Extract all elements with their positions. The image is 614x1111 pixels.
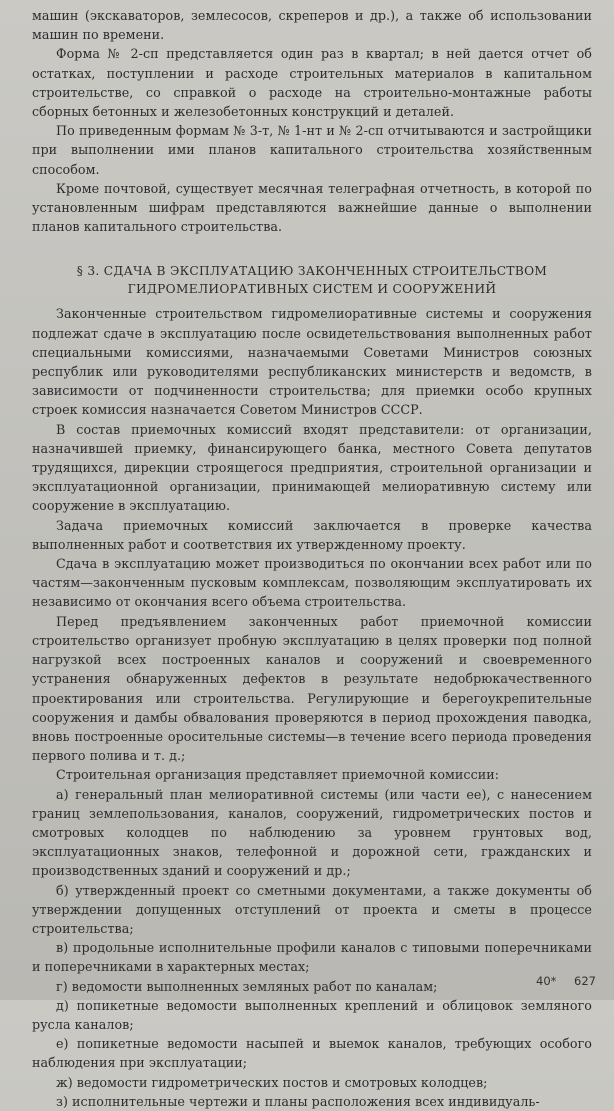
list-item: ж) ведомости гидрометрических постов и смотровых колодцев;	[56, 1074, 488, 1090]
list-item: а) генеральный план мелиоративной системы (или части ее), с нанесением границ землепользования, каналов, сооружений, гидрометрических постов и смотровых колодцев по наблюдению за уровнем грунтовых вод, эксплуатационных знаков, телефонной и дорожной сети, гражданских и производственных зданий и сооружений и др.;	[32, 786, 592, 879]
list-item: е) попикетные ведомости насыпей и выемок каналов, требующих особого наблюдения при эксплуатации;	[32, 1036, 592, 1071]
text-paragraph: Перед предъявлением законченных работ приемочной комиссии строительство организует пробную эксплуатацию в целях проверки под полной нагрузкой всех построенных каналов и сооружений и своевременного устранения обнаруженных дефектов в результате недобрюкачественного проектирования или строительства. Регулирующие и берегоукрепительные сооружения и дамбы обвалования проверяются в период прохождения паводка, вновь построенные оросительные системы—в течение всего периода проведения первого полива и т. д.;	[32, 613, 592, 764]
list-item: д) попикетные ведомости выполненных креплений и облицовок земляного русла каналов;	[32, 997, 592, 1032]
text-paragraph: Кроме почтовой, существует месячная телеграфная отчетность, в которой по установленным шифрам представляются важнейшие данные о выполнении планов капитального строительства.	[32, 180, 592, 235]
signature-mark: 40*	[536, 974, 557, 988]
section-heading-line-1: § 3. СДАЧА В ЭКСПЛУАТАЦИЮ ЗАКОНЧЕННЫХ СТРОИТЕЛЬСТВОМ	[76, 264, 548, 279]
page-footer	[522, 974, 596, 988]
text-paragraph: Строительная организация представляет приемочной комиссии:	[56, 767, 500, 783]
text-paragraph: По приведенным формам № 3-т, № 1-нт и № 2-сп отчитываются и застройщики при выполнении ими планов капитального строительства хозяйственным способом.	[32, 123, 592, 177]
text-paragraph: машин (экскаваторов, землесосов, скреперов и др.), а также об использовании машин по времени.	[32, 8, 592, 43]
text-paragraph: Законченные строительством гидромелиоративные системы и сооружения подлежат сдаче в эксплуатацию после освидетельствования выполненных работ специальными комиссиями, назначаемыми Советами Министров союзных республик или руководителями республиканских министерств и ведомств, в зависимости от подчиненности строительства; для приемки особо крупных строек комиссия назначается Советом Министров СССР.	[32, 306, 592, 418]
text-paragraph: Форма № 2-сп представляется один раз в квартал; в ней дается отчет об остатках, поступлении и расходе строительных материалов в капитальном строительстве, со справкой о расходе на строительно-монтажные работы сборных бетонных и железобетонных конструкций и деталей.	[32, 46, 592, 120]
list-item: в) продольные исполнительные профили каналов с типовыми поперечниками и поперечниками в характерных местах;	[32, 940, 592, 975]
section-heading	[32, 262, 592, 298]
text-paragraph: В состав приемочных комиссий входят представители: от организации, назначившей приемку, финансирующего банка, местного Совета депутатов трудящихся, дирекции строящегося предприятия, строительной организации и эксплуатационной организации, принимающей мелиоративную систему или сооружение в эксплуатацию.	[32, 421, 592, 514]
section-heading-line-2: ГИДРОМЕЛИОРАТИВНЫХ СИСТЕМ И СООРУЖЕНИЙ	[127, 282, 497, 297]
text-paragraph: Задача приемочных комиссий заключается в проверке качества выполненных работ и соответствия их утвержденному проекту.	[32, 517, 592, 552]
page-number: 627	[574, 974, 596, 988]
list-item: б) утвержденный проект со сметными документами, а также документы об утверждении допущенных отступлений от проекта и сметы в процессе строительства;	[32, 882, 592, 936]
list-item: г) ведомости выполненных земляных работ по каналам;	[56, 978, 438, 994]
text-paragraph: Сдача в эксплуатацию может производиться по окончании всех работ или по частям—законченным пусковым комплексам, позволяющим эксплуатировать их независимо от окончания всего объема строительства.	[32, 556, 592, 610]
list-item: з) исполнительные чертежи и планы расположения всех индивидуаль-	[56, 1093, 540, 1109]
